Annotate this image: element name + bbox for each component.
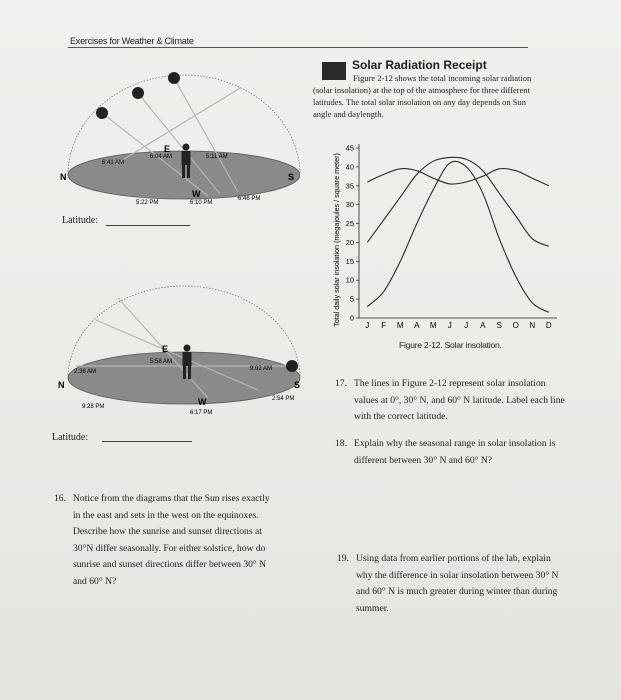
chart-x-tick-label: D [545,321,552,330]
question-line: why the difference in solar insolation between 30° N [356,569,559,581]
west-label: W [198,397,207,407]
chart-x-tick-label: S [496,321,502,330]
section-caption [313,72,543,120]
figure-caption: Figure 2-12. Solar insolation. [399,340,502,350]
caption-line: radiation (solar insolation) at the top of the atmosphere for [313,73,532,95]
question-number: 19. [337,553,349,564]
chart-y-tick-label: 10 [345,275,354,285]
question-number: 18. [335,438,347,449]
chart-x-tick-label: A [480,321,486,330]
time-label: 9:02 AM [250,366,273,372]
sun-path-diagram-2 [58,278,308,428]
caption-line: three different latitudes. The total solar insolation on any [313,85,531,107]
latitude-answer-line-1[interactable] [106,225,190,226]
chart-y-tick-label: 35 [345,181,354,191]
question-line: Notice from the diagrams that the Sun rises exactly [73,493,270,504]
chart-y-tick-label: 15 [345,256,354,266]
insolation-chart [325,140,565,340]
question-line: and 60° N is much greater during winter than during [356,586,558,597]
chart-series [367,157,549,312]
time-label: 5:58 AM [150,359,173,365]
question-line: and 60° N? [73,575,117,587]
latitude-label-1: Latitude: [62,215,99,226]
time-label: 2:36 AM [74,369,97,375]
latitude-label-2: Latitude: [52,432,89,443]
chart-y-tick-label: 20 [345,237,354,247]
chart-y-tick-label: 30 [345,200,354,210]
time-label: 6:41 AM [102,160,125,166]
chart-x-tick-label: M [396,321,404,330]
time-label: 6:17 PM [190,410,213,416]
chart-y-tick-label: 25 [345,219,354,229]
sun-marker [168,72,180,84]
section-title: Solar Radiation Receipt [352,58,487,72]
chart-x-tick-label: J [365,321,370,330]
chart-x-tick-label: M [429,321,437,330]
time-label: 9:28 PM [82,404,105,410]
chart-y-tick-label: 40 [345,162,354,172]
time-label: 6:46 PM [238,196,261,202]
sun-marker [286,360,298,372]
chart-x-tick-label: N [529,321,536,330]
north-label: N [58,380,65,390]
east-label: E [162,344,169,354]
chart-x-tick-label: O [512,321,519,330]
page-header: Exercises for Weather & Climate [70,36,194,46]
latitude-answer-line-2[interactable] [102,441,192,442]
chart-x-tick-label: J [447,321,452,330]
header-rule [68,47,528,48]
west-label: W [192,189,201,199]
question-18 [335,436,595,472]
question-line: summer. [356,602,389,614]
question-line: Using data from earlier portions of the lab, explain [356,553,551,564]
sun-marker [132,87,144,99]
question-line: different between 30° N and 60° N? [354,454,493,466]
question-number: 17. [335,378,347,389]
north-label: N [60,172,67,182]
time-label: 6:04 AM [150,154,173,160]
question-line: Describe how the sunrise and sunset directions at [73,526,262,537]
question-16 [54,491,314,595]
question-19 [337,551,597,621]
question-line: The lines in Figure 2-12 represent solar insolation [354,378,546,389]
chart-y-tick-label: 5 [349,294,354,304]
south-label: S [288,172,295,182]
question-number: 16. [54,493,66,504]
caption-line: day depends on Sun angle and daylength. [313,97,527,119]
south-label: S [294,380,301,390]
question-17 [335,376,595,428]
chart-x-tick-label: F [381,321,387,330]
question-line: with the correct latitude. [354,411,448,422]
time-label: 6:10 PM [190,200,213,206]
caption-line: Figure 2-12 shows the total incoming solar [353,73,499,83]
chart-y-tick-label: 45 [345,143,354,153]
chart-ticks [346,144,552,331]
chart-series-line [367,168,549,185]
chart-x-tick-label: A [414,321,420,330]
question-line: values at 0°, 30° N, and 60° N latitude. Label each line [354,394,565,406]
chart-y-tick-label: 0 [349,313,354,323]
question-line: sunrise and sunset directions differ between 30° N [73,559,267,570]
question-line: 30°N differ seasonally. For either solstice, how do [73,542,266,554]
east-label: E [164,144,171,154]
time-label: 2:54 PM [272,396,295,402]
question-line: Explain why the seasonal range in solar insolation is [354,438,556,449]
chart-y-axis-label: Total daily solar insolation (megajoules / square meter) [332,153,341,327]
time-label: 5:11 AM [206,154,228,160]
sun-marker [96,107,108,119]
question-line: in the east and sets in the west on the equinoxes. [73,509,259,521]
chart-x-tick-label: J [464,321,469,330]
time-label: 5:22 PM [136,200,159,206]
sun-path-diagram-1 [60,68,300,218]
chart-axes [359,144,557,318]
